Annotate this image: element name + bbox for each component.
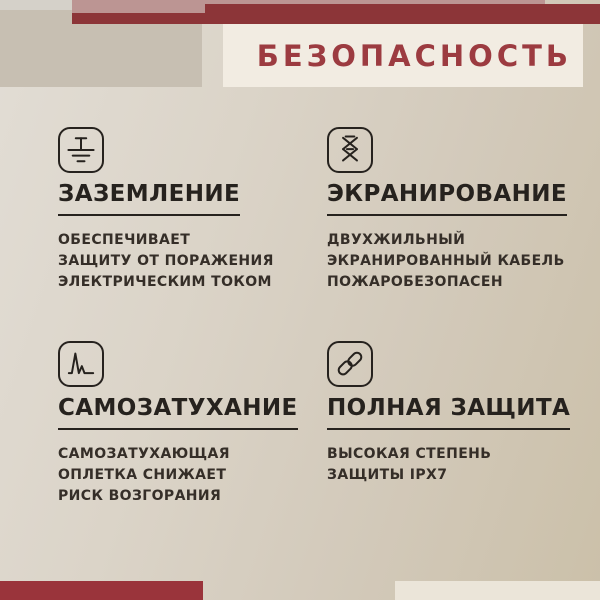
section-body [58,444,298,507]
section-full-protection [327,341,570,486]
ground-icon [58,127,104,173]
heading-row [58,387,298,430]
text-line: ОПЛЕТКА СНИЖАЕТ [58,467,227,483]
section-grounding [58,127,274,293]
text-line: ЭЛЕКТРИЧЕСКИМ ТОКОМ [58,274,272,290]
footer-red-bar [0,581,203,600]
title-block [223,24,583,87]
text-line: РИСК ВОЗГОРАНИЯ [58,488,222,504]
decor-pink-sliver [205,0,545,4]
section-body [327,230,567,293]
heading-row [58,173,274,216]
text-line: ЗАЩИТУ ОТ ПОРАЖЕНИЯ [58,253,274,269]
section-shielding [327,127,567,293]
chain-link-icon [327,341,373,387]
section-self-extinguishing [58,341,298,507]
text-line: ВЫСОКАЯ СТЕПЕНЬ [327,446,492,462]
braided-shield-icon [327,127,373,173]
damped-pulse-icon [58,341,104,387]
page-title: БЕЗОПАСНОСТЬ [256,38,572,73]
section-heading: ПОЛНАЯ ЗАЩИТА [327,397,570,430]
section-heading: ЗАЗЕМЛЕНИЕ [58,183,240,216]
text-line: ОБЕСПЕЧИВАЕТ [58,232,191,248]
decor-pink-block [72,0,205,13]
section-heading: ЭКРАНИРОВАНИЕ [327,183,567,216]
heading-row [327,173,567,216]
text-line: САМОЗАТУХАЮЩАЯ [58,446,230,462]
text-line: ПОЖАРОБЕЗОПАСЕН [327,274,503,290]
heading-row [327,387,570,430]
section-body [327,444,570,486]
footer-cream-strip [395,581,600,600]
section-body [58,230,274,293]
decor-light-strip [0,0,72,10]
section-heading: САМОЗАТУХАНИЕ [58,397,298,430]
text-line: ДВУХЖИЛЬНЫЙ [327,232,466,248]
text-line: ЗАЩИТЫ IPX7 [327,467,448,483]
text-line: ЭКРАНИРОВАННЫЙ КАБЕЛЬ [327,253,565,269]
